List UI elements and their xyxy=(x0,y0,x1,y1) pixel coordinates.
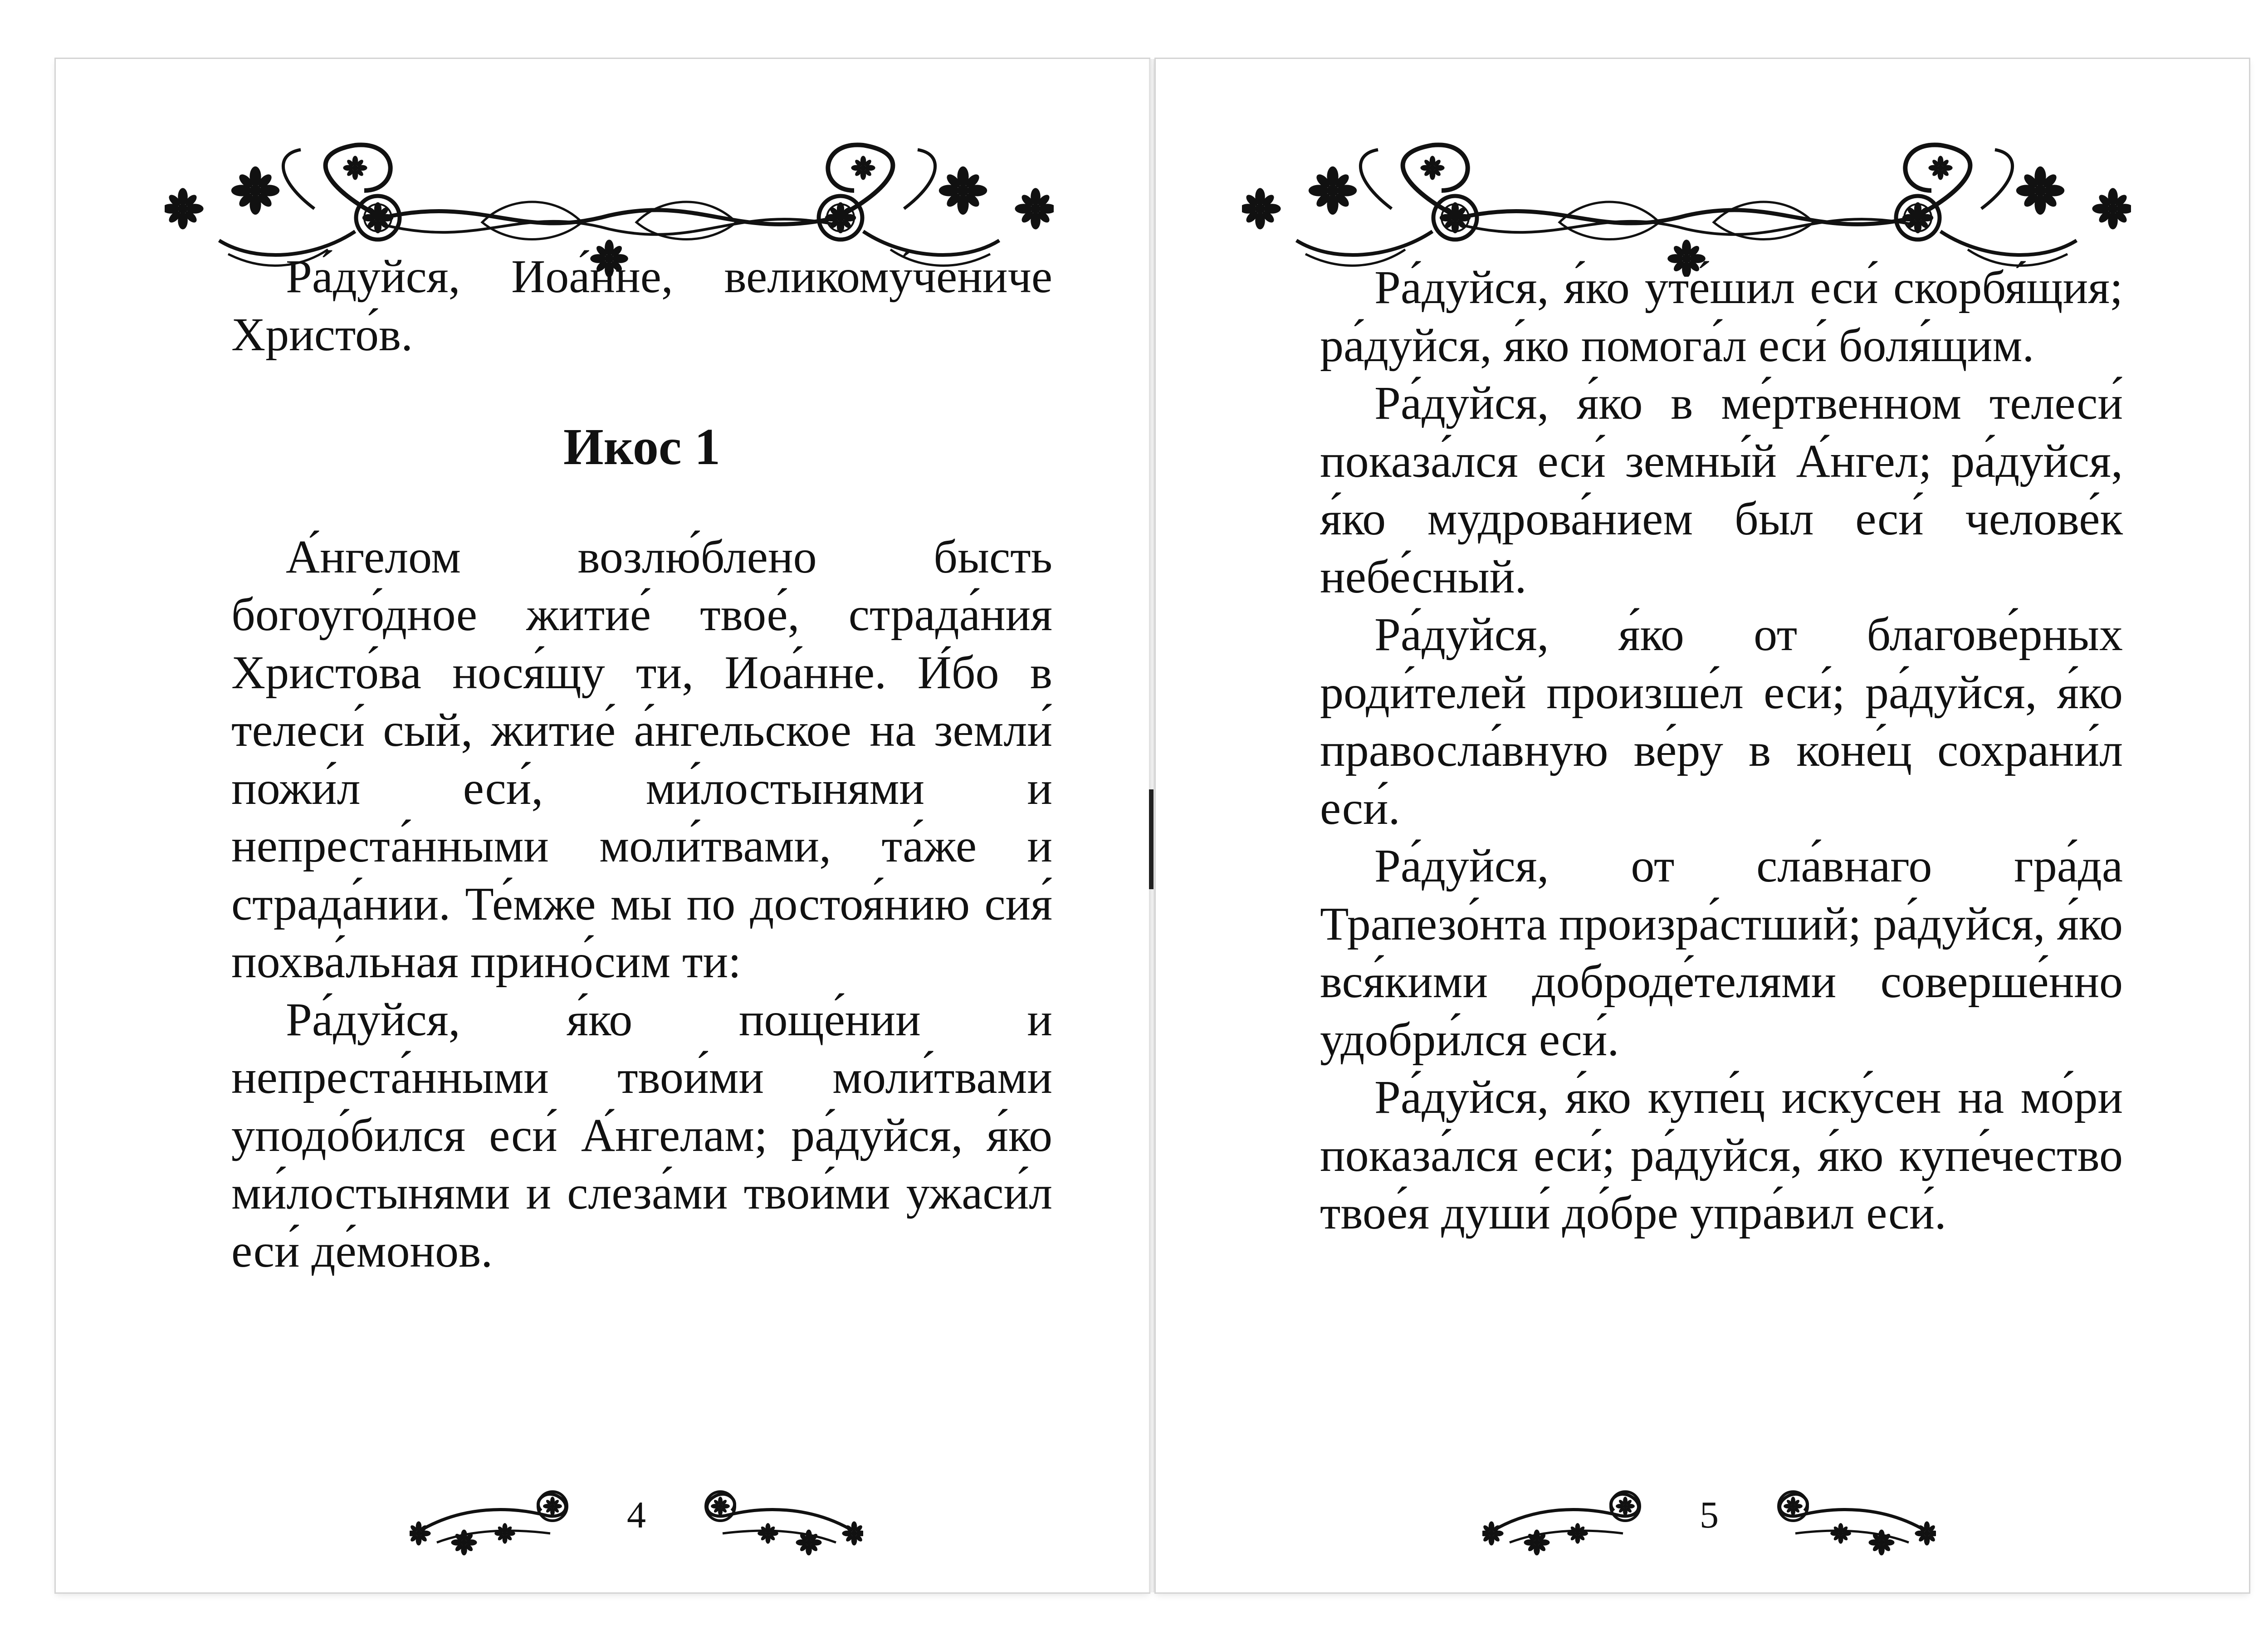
left-page xyxy=(56,59,1149,1592)
page-number: 4 xyxy=(627,1494,646,1536)
floral-vignette-icon xyxy=(410,1479,573,1556)
paragraph: Ра́дуйся, я́ко поще́нии и непреста́нными твои́ми моли́твами уподо́бился еси́ А́нгелам; ра́дуйся, я́ко ми́лостынями и слеза́ми твои́ми ужаси́л еси́ де́монов. xyxy=(231,993,1052,1277)
paragraph: Ра́дуйся, я́ко купе́ц иску́сен на мо́ри показа́лся еси́; ра́дуйся, я́ко купе́чество твое́я души́ до́бре упра́вил еси́. xyxy=(1320,1071,2123,1239)
paragraph: Ра́дуйся, я́ко от благове́рных роди́телей произше́л еси́; ра́дуйся, я́ко правосла́вную ве́ру в коне́ц сохрани́л еси́. xyxy=(1320,608,2123,834)
right-page-text xyxy=(1320,259,2123,1242)
right-page xyxy=(1156,59,2249,1592)
left-page-text xyxy=(231,248,1052,1280)
page-footer xyxy=(410,1479,863,1556)
binding-staple xyxy=(1149,789,1154,889)
floral-vignette-icon xyxy=(1773,1479,1936,1556)
paragraph: Ра́дуйся, я́ко уте́шил еси́ скорбя́щия; ра́дуйся, я́ко помога́л еси́ боля́щим. xyxy=(1320,261,2123,372)
paragraph: Ра́дуйся, я́ко в ме́ртвенном телеси́ показа́лся еси́ земны́й А́нгел; ра́дуйся, я́ко мудрова́нием был еси́ челове́к небе́сный. xyxy=(1320,377,2123,603)
page-footer xyxy=(1482,1479,1936,1556)
text-line: Ра́дуйся, Иоа́нне, великому́чениче Христо́в. xyxy=(231,250,1052,361)
floral-flourish-icon xyxy=(1242,127,2131,277)
paragraph: А́нгелом возлю́блено бысть богоуго́дное житие́ твое́, страда́ния Христо́ва нося́щу ти, Иоа́нне. И́бо в телеси́ сый, житие́ а́нгельское на земли́ пожи́л еси́, ми́лостынями и непреста́нными моли́твами, та́же и страда́нии. Те́мже мы по достоя́нию сия́ похва́льная прино́сим ти: xyxy=(231,530,1052,988)
section-heading: Икос 1 xyxy=(563,418,720,475)
floral-vignette-icon xyxy=(700,1479,863,1556)
paragraph: Ра́дуйся, от сла́внаго гра́да Трапезо́нта произра́стший; ра́дуйся, я́ко вся́кими доброде́телями соверше́нно удобри́лся еси́. xyxy=(1320,840,2123,1066)
page-number: 5 xyxy=(1700,1494,1719,1536)
floral-vignette-icon xyxy=(1482,1479,1646,1556)
